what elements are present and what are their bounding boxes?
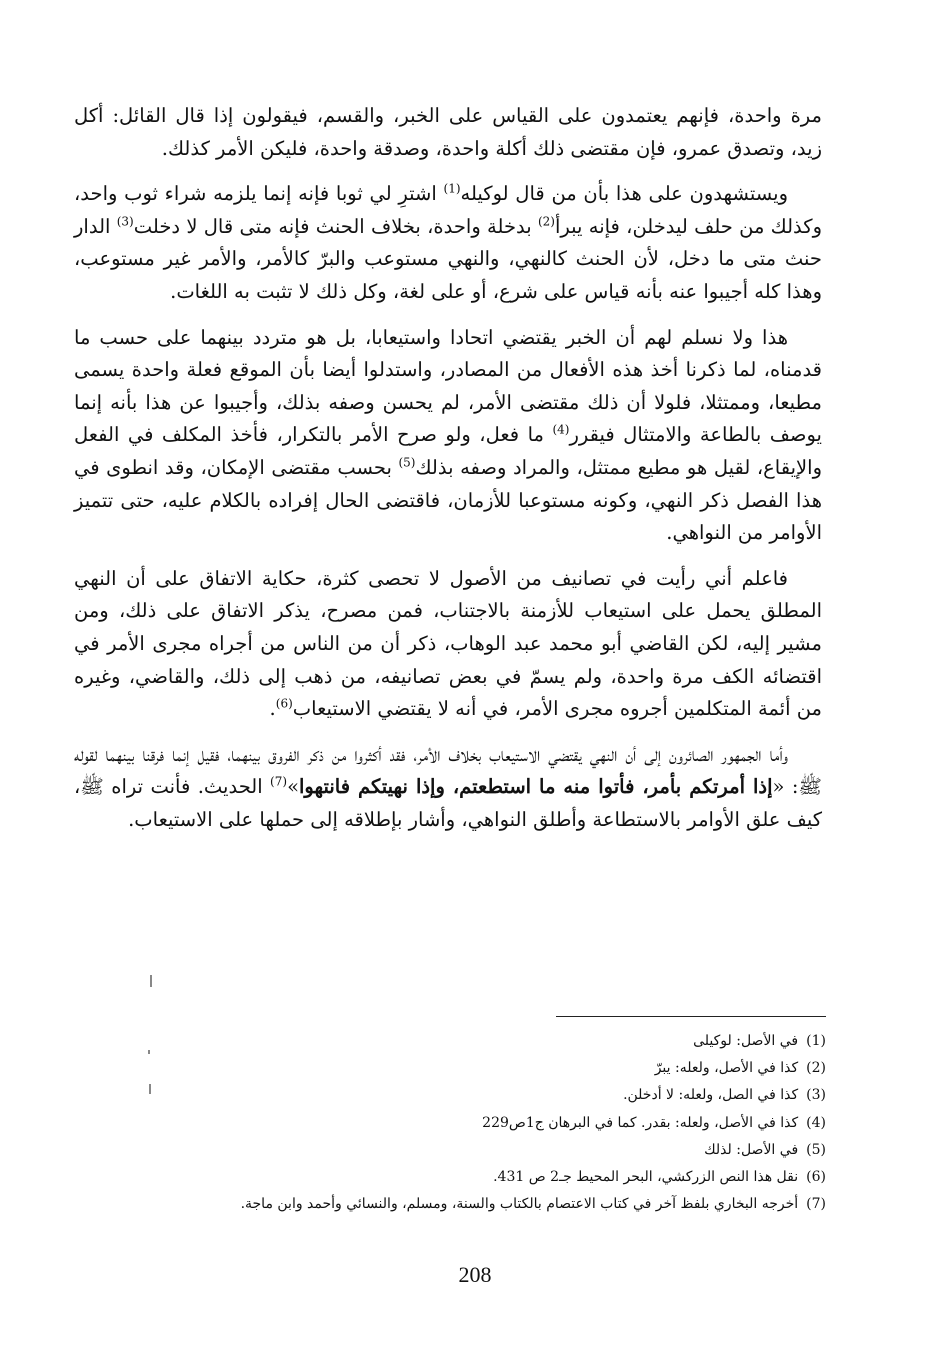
- text-segment: اشترِ لي ثوبا فإنه إنما يلزمه شراء ثوب واحد، وكذلك من حلف ليدخلن، فإنه يبرأ: [74, 182, 822, 238]
- footnote-text: كذا في الأصل، ولعله: يبرّ: [654, 1060, 799, 1077]
- text-segment: بحسب مقتضى الإمكان، وقد انطوى في هذا الفصل ذكر النهي، وكونه مستوعبا للأزمان، فاقتضى الحال إفراده بالكلام عليه، حتى تتميز الأوامر من النواهي.: [74, 455, 822, 545]
- footnote-reference: (2): [537, 214, 555, 229]
- text-segment: الحديث. فأنت تراه ﷺ، كيف علق الأوامر بالاستطاعة وأطلق النواهي، وأشار بإطلاقه إلى حملها على الاستيعاب.: [74, 775, 822, 831]
- footnote-reference: (3): [116, 214, 134, 229]
- footnote-item: [110, 1028, 826, 1055]
- footnote-item: [110, 1191, 826, 1218]
- footnote-number: (7): [806, 1196, 826, 1213]
- footnote-reference: (6): [275, 696, 293, 711]
- footnote-number: (6): [806, 1169, 826, 1186]
- paragraph: [74, 739, 822, 837]
- scan-speck: [149, 1084, 151, 1094]
- footnote-reference: (4): [552, 422, 570, 437]
- footnote-item: [110, 1164, 826, 1191]
- footnote-text: في الأصل: لوكيلى: [693, 1033, 799, 1049]
- hadith-quote: إذا أمرتكم بأمر، فأتوا منه ما استطعتم، وإذا نهيتكم فانتهوا: [299, 775, 773, 799]
- footnote-item: [110, 1055, 826, 1082]
- footnote-reference: (5): [398, 455, 416, 470]
- footnote-text: في الأصل: لذلك: [704, 1141, 799, 1158]
- page-number: 208: [458, 1262, 492, 1287]
- footnote-item: [110, 1137, 826, 1164]
- footnote-number: (3): [806, 1087, 826, 1104]
- text-segment: ما فعل، ولو صرح الأمر بالتكرار، فأخذ المكلف في الفعل والإيقاع، لقيل هو مطيع ممتثل، والمراد وصفه بذلك: [74, 423, 823, 479]
- footnote-text: نقل هذا النص الزركشي، البحر المحيط جـ2 ص 431.: [493, 1169, 799, 1186]
- text-segment: وأما الجمهور الصائرون إلى أن النهي يقتضي الاستيعاب بخلاف الأمر، فقد أكثروا من ذكر الفروق بينهما، فقيل إنما فرقنا بينهما لقوله ﷺ: «: [74, 742, 822, 799]
- text-segment: »: [287, 775, 299, 799]
- footnote-item: [110, 1082, 826, 1109]
- footnote-number: (1): [806, 1033, 826, 1049]
- footnote-item: [110, 1110, 826, 1137]
- scan-speck: [150, 975, 152, 987]
- paragraph: [74, 322, 822, 550]
- footnote-text: كذا في الصل، ولعله: لا أدخلن.: [623, 1087, 799, 1104]
- footnote-number: (5): [806, 1141, 826, 1158]
- footnote-text: كذا في الأصل، ولعله: بقدر. كما في البرهان ج1ص229: [482, 1114, 799, 1131]
- text-segment: ويستشهدون على هذا بأن من قال لوكيله: [460, 182, 788, 206]
- footnote-reference: (7): [270, 774, 288, 789]
- paragraph: [74, 100, 822, 165]
- main-text-body: [74, 100, 822, 849]
- text-segment: هذا ولا نسلم لهم أن الخبر يقتضي اتحادا واستيعابا، بل هو متردد بينهما على حسب ما قدمناه، لما ذكرنا أخذ هذه الأفعال من المصادر، واستدلوا أيضا بأن الموقع فعلة واحدة يسمى مطيعا، وممتثلا، فلولا أن ذلك مقتضى الأمر، لم يحسن وصفه بذلك، وأجيبوا عن هذا بأنه إنما يوصف بالطاعة والامتثال فيقرر: [74, 325, 822, 447]
- footnotes-section: [110, 1028, 826, 1218]
- text-segment: بدخلة واحدة، بخلاف الحنث فإنه متى قال لا دخلت: [133, 214, 538, 238]
- paragraph: [74, 563, 822, 726]
- footnote-separator: [556, 1016, 826, 1017]
- footnote-number: (2): [806, 1060, 826, 1077]
- text-segment: مرة واحدة، فإنهم يعتمدون على القياس على الخبر، والقسم، فيقولون إذا قال القائل: أكل زيد، وتصدق عمرو، فإن مقتضى ذلك أكلة واحدة، وصدقة واحدة، فليكن الأمر كذلك.: [74, 104, 822, 160]
- text-segment: فاعلم أني رأيت في تصانيف من الأصول لا تحصى كثرة، حكاية الاتفاق على أن النهي المطلق يحمل على استيعاب للأزمنة بالاجتناب، فمن مصرح، يذكر الاتفاق على ذلك، ومن مشير إليه، لكن القاضي أبو محمد عبد الوهاب، ذكر أن من الناس من أجراه مجرى الأمر في اقتضائه الكف مرة واحدة، ولم يسمّ في بعض تصانيفه، من ذهب إلى ذلك، والقاضي، وغيره من أئمة المتكلمين أجروه مجرى الأمر، في أنه لا يقتضي الاستيعاب: [74, 566, 822, 721]
- text-segment: الدار حنث متى ما دخل، لأن الحنث كالنهي، والنهي مستوعب والبرّ كالأمر، والأمر غير مستوعب، وهذا كله أجيبوا عنه بأنه قياس على شرع، أو على لغة، وكل ذلك لا تثبت به اللغات.: [74, 214, 822, 303]
- footnote-number: (4): [806, 1114, 826, 1131]
- footnote-text: أخرجه البخاري بلفظ آخر في كتاب الاعتصام بالكتاب والسنة، ومسلم، والنسائي وأحمد وابن ماجة.: [240, 1196, 799, 1213]
- text-segment: .: [269, 697, 276, 721]
- paragraph: [74, 178, 822, 308]
- footnote-reference: (1): [443, 181, 461, 196]
- scan-speck: [148, 1050, 150, 1054]
